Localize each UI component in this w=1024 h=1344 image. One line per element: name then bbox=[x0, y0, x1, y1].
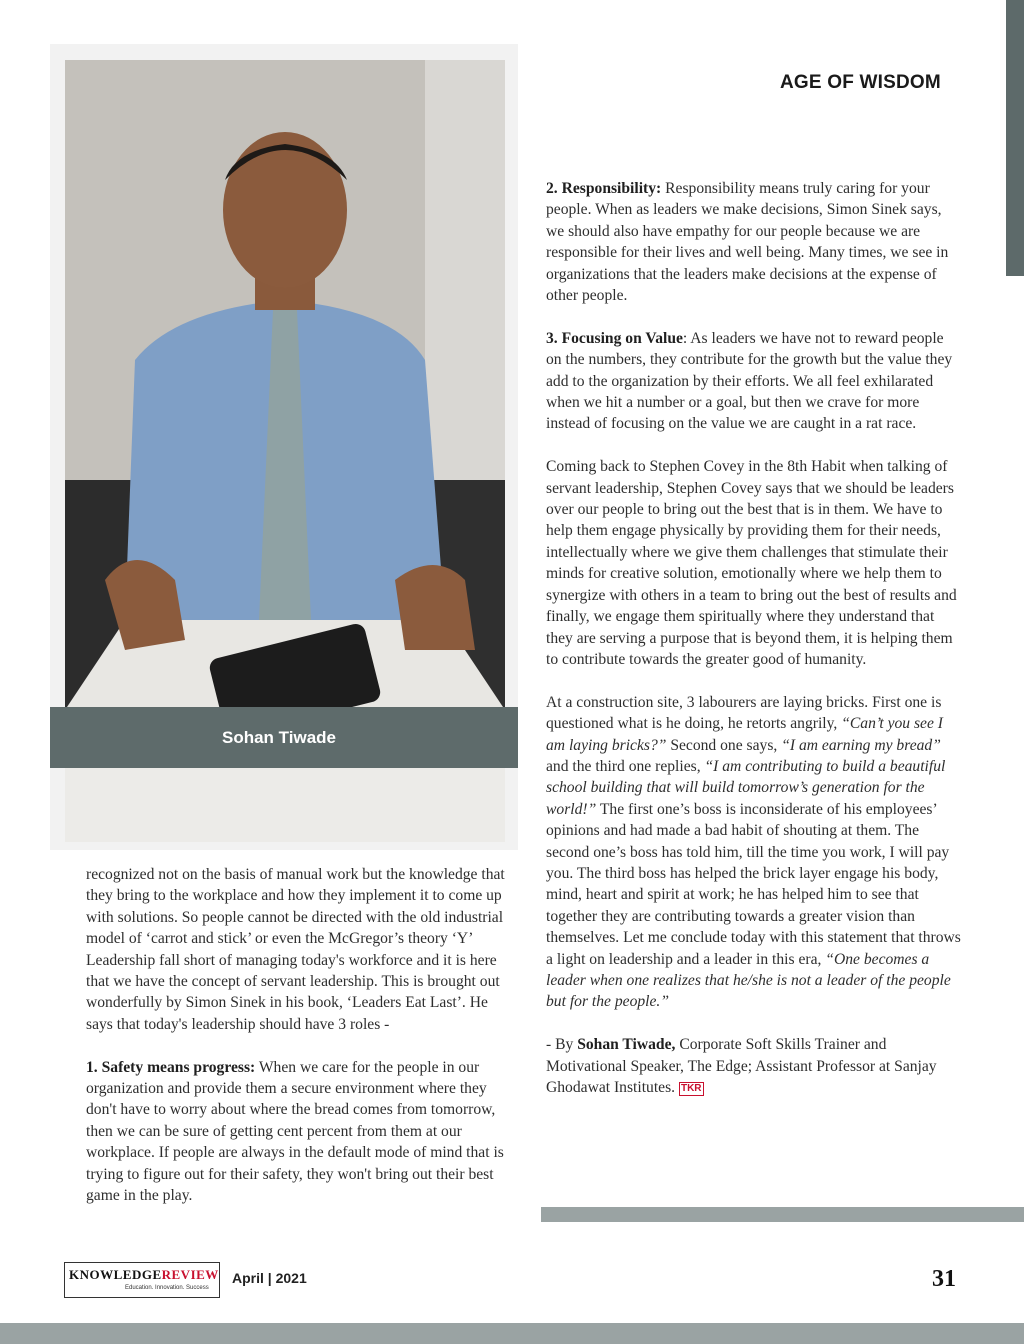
paragraph bbox=[86, 864, 518, 1035]
logo-wordmark bbox=[69, 1267, 219, 1283]
paragraph bbox=[546, 692, 962, 1013]
column-end-rule bbox=[541, 1207, 1024, 1222]
right-column bbox=[546, 178, 962, 1098]
page-edge-tab bbox=[1006, 0, 1024, 276]
left-column bbox=[86, 864, 518, 1206]
paragraph-text: The first one’s boss is inconsiderate of his employees’ opinions and had made a bad habit of shouting at them. The second one’s boss has told him, till the time you work, I will pay you. The third boss has helped the brick layer engage his body, mind, heart and spirit at work; he has helped him to see that together they are contributing towards a greater vision than themselves. Let me conclude today with this statement that throws a light on leadership and a leader in this era, bbox=[546, 800, 961, 968]
paragraph-heading: 2. Responsibility: bbox=[546, 180, 662, 197]
byline-prefix: - By bbox=[546, 1036, 578, 1054]
paragraph-text: Responsibility means truly caring for your people. When as leaders we make decisions, Simon Sinek says, we should also have empathy for our people because we are responsible for their lives and well being. Many times, we see in organizations that the leaders make decisions at the expense of other people. bbox=[546, 180, 949, 305]
bottom-band bbox=[0, 1323, 1024, 1344]
photo-caption: Sohan Tiwade bbox=[222, 728, 336, 747]
paragraph-text: Coming back to Stephen Covey in the 8th Habit when talking of servant leadership, Stephen Covey says that we should be leaders over our people to bring out the best that is in them. We have to help them engage physically by providing them for their needs, intellectually where we give them challenges that stimulate their minds for creative solution, emotionally where we help them to synergize with others in a team to bring out the best of results and finally, we engage them spiritually where they understand that they are serving a purpose that is beyond them, it is helping them to contribute towards the greater good of humanity. bbox=[546, 458, 957, 668]
paragraph bbox=[546, 456, 962, 670]
paragraph-text: recognized not on the basis of manual work but the knowledge that they bring to the workplace and how they implement it to come up with solutions. So people cannot be directed with the old industrial model of ‘carrot and stick’ or even the McGregor’s theory ‘Y’ Leadership fall short of managing today's workforce and it is here that we have the concept of servant leadership. This is brought out wonderfully by Simon Sinek in his book, ‘Leaders Eat Last’. He says that today's leadership should have 3 roles - bbox=[86, 866, 505, 1033]
section-title: AGE OF WISDOM bbox=[780, 72, 941, 93]
paragraph-text: When we care for the people in our organization and provide them a secure environment where they don't have to worry about where the bread comes from tomorrow, then we can be sure of getting cent percent from them at our workplace. If people are always in the default mode of mind that is trying to figure out for their safety, they won't bring out their best game in the play. bbox=[86, 1058, 504, 1205]
quote: “Can’t you see I am laying bricks?” bbox=[546, 715, 943, 754]
paragraph bbox=[546, 328, 962, 435]
paragraph-heading: 1. Safety means progress: bbox=[86, 1058, 256, 1076]
logo-tagline: Education. Innovation. Success bbox=[125, 1285, 209, 1291]
page-number: 31 bbox=[932, 1266, 956, 1292]
paragraph bbox=[546, 178, 962, 306]
paragraph bbox=[86, 1057, 518, 1207]
paragraph-heading: 3. Focusing on Value bbox=[546, 329, 683, 347]
paragraph-text: Second one says, bbox=[666, 736, 782, 754]
magazine-logo bbox=[64, 1262, 220, 1298]
quote: “I am earning my bread” bbox=[781, 736, 941, 754]
end-mark-icon: TKR bbox=[680, 1083, 702, 1094]
quote: “One becomes a leader when one realizes that he/she is not a leader of the people but for the people.” bbox=[546, 950, 951, 1011]
author-byline bbox=[546, 1034, 962, 1098]
byline-text: Corporate Soft Skills Trainer and Motivational Speaker, The Edge; Assistant Professor at Sanjay Ghodawat Institutes. bbox=[546, 1036, 937, 1096]
paragraph-text: At a construction site, 3 labourers are laying bricks. First one is questioned what is he doing, he retorts angrily, bbox=[546, 693, 942, 733]
paragraph-text: : As leaders we have not to reward people on the numbers, they contribute for the growth but the value they add to the organization by their efforts. We all feel exhilarated when we hit a number or a goal, but then we crave for more instead of focusing on the value we are caught in a rat race. bbox=[546, 329, 953, 433]
quote: “I am contributing to build a beautiful school building that will build tomorrow’s generation for the world!” bbox=[546, 757, 946, 818]
paragraph-text: and the third one replies, bbox=[546, 757, 705, 775]
byline-name: Sohan Tiwade, bbox=[577, 1036, 676, 1054]
logo-word-knowledge: KNOWLEDGE bbox=[69, 1267, 162, 1282]
logo-word-review: REVIEW bbox=[161, 1267, 219, 1282]
issue-date: April | 2021 bbox=[232, 1270, 307, 1286]
